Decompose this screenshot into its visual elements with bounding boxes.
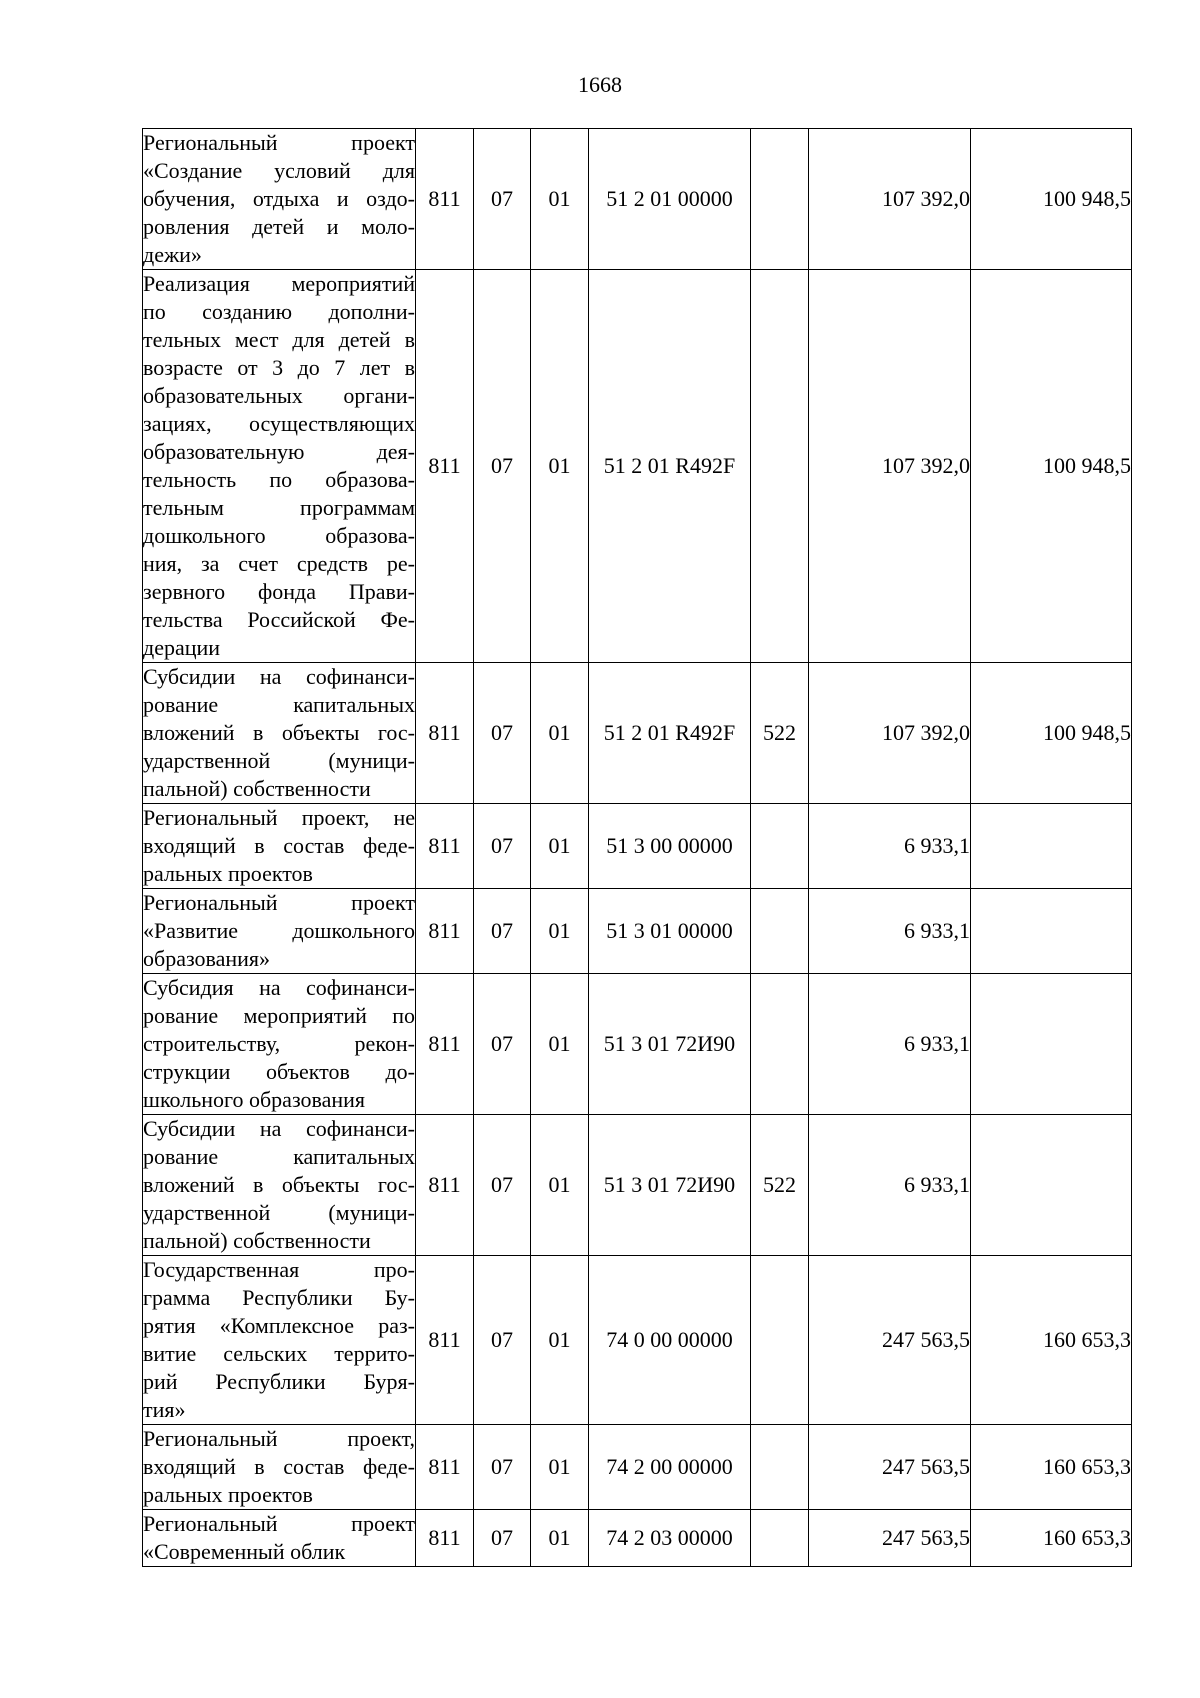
description-line: рий Республики Буря-	[143, 1369, 415, 1394]
description-line: тельность по образова-	[143, 467, 415, 492]
target-article-cell: 74 0 00 00000	[589, 1256, 751, 1425]
amount-year-1-cell: 247 563,5	[809, 1425, 971, 1510]
expense-type-cell	[751, 974, 809, 1115]
description-line: Реализация мероприятий	[143, 271, 415, 296]
description-line: рование мероприятий по	[143, 1003, 415, 1028]
ministry-code-cell: 811	[416, 1510, 474, 1567]
amount-year-2-cell: 160 653,3	[971, 1510, 1132, 1567]
description-line: образования»	[143, 946, 271, 971]
description-cell	[143, 889, 416, 974]
description-line: вложений в объекты гос-	[143, 1172, 415, 1197]
ministry-code-cell: 811	[416, 1256, 474, 1425]
description-line: входящий в состав феде-	[143, 833, 415, 858]
target-article-cell: 51 3 01 00000	[589, 889, 751, 974]
description-line: возрасте от 3 до 7 лет в	[143, 355, 415, 380]
table-row	[143, 1256, 1132, 1425]
amount-year-2-cell	[971, 889, 1132, 974]
section-code-cell: 07	[474, 1256, 531, 1425]
table-row	[143, 663, 1132, 804]
ministry-code-cell: 811	[416, 1425, 474, 1510]
subsection-code-cell: 01	[531, 1425, 589, 1510]
amount-year-2-cell	[971, 974, 1132, 1115]
description-cell	[143, 1425, 416, 1510]
amount-year-1-cell: 6 933,1	[809, 889, 971, 974]
description-line: Региональный проект	[143, 890, 415, 915]
description-line: дерации	[143, 635, 221, 660]
amount-year-1-cell: 6 933,1	[809, 974, 971, 1115]
table-row	[143, 1115, 1132, 1256]
description-cell	[143, 1510, 416, 1567]
target-article-cell: 51 3 00 00000	[589, 804, 751, 889]
amount-year-2-cell	[971, 804, 1132, 889]
description-line: струкции объектов до-	[143, 1059, 415, 1084]
expense-type-cell	[751, 1256, 809, 1425]
description-line: рятия «Комплексное раз-	[143, 1313, 415, 1338]
ministry-code-cell: 811	[416, 974, 474, 1115]
expense-type-cell	[751, 1510, 809, 1567]
target-article-cell: 51 2 01 R492F	[589, 663, 751, 804]
ministry-code-cell: 811	[416, 889, 474, 974]
section-code-cell: 07	[474, 129, 531, 270]
target-article-cell: 51 3 01 72И90	[589, 1115, 751, 1256]
description-line: тия»	[143, 1397, 186, 1422]
description-line: тельным программам	[143, 495, 415, 520]
description-cell	[143, 974, 416, 1115]
description-line: ральных проектов	[143, 861, 313, 886]
amount-year-2-cell: 100 948,5	[971, 129, 1132, 270]
section-code-cell: 07	[474, 804, 531, 889]
target-article-cell: 51 2 01 00000	[589, 129, 751, 270]
amount-year-2-cell: 100 948,5	[971, 270, 1132, 663]
amount-year-2-cell	[971, 1115, 1132, 1256]
description-line: рование капитальных	[143, 1144, 415, 1169]
section-code-cell: 07	[474, 974, 531, 1115]
table-row	[143, 1425, 1132, 1510]
section-code-cell: 07	[474, 1425, 531, 1510]
subsection-code-cell: 01	[531, 663, 589, 804]
budget-table	[142, 128, 1132, 1567]
expense-type-cell	[751, 270, 809, 663]
subsection-code-cell: 01	[531, 1256, 589, 1425]
expense-type-cell	[751, 129, 809, 270]
ministry-code-cell: 811	[416, 804, 474, 889]
description-line: ния, за счет средств ре-	[143, 551, 415, 576]
table-row	[143, 270, 1132, 663]
expense-type-cell: 522	[751, 663, 809, 804]
target-article-cell: 51 3 01 72И90	[589, 974, 751, 1115]
page-number: 1668	[578, 72, 622, 97]
subsection-code-cell: 01	[531, 974, 589, 1115]
expense-type-cell	[751, 804, 809, 889]
description-line: входящий в состав феде-	[143, 1454, 415, 1479]
description-line: зациях, осуществляющих	[143, 411, 415, 436]
description-line: вложений в объекты гос-	[143, 720, 415, 745]
expense-type-cell	[751, 1425, 809, 1510]
description-line: грамма Республики Бу-	[143, 1285, 415, 1310]
amount-year-1-cell: 247 563,5	[809, 1256, 971, 1425]
description-line: витие сельских террито-	[143, 1341, 415, 1366]
target-article-cell: 74 2 03 00000	[589, 1510, 751, 1567]
ministry-code-cell: 811	[416, 663, 474, 804]
description-line: образовательную дея-	[143, 439, 415, 464]
table-row	[143, 1510, 1132, 1567]
description-line: рование капитальных	[143, 692, 415, 717]
amount-year-2-cell: 160 653,3	[971, 1425, 1132, 1510]
subsection-code-cell: 01	[531, 270, 589, 663]
description-line: Субсидия на софинанси-	[143, 975, 415, 1000]
description-line: Региональный проект,	[143, 1426, 415, 1451]
expense-type-cell	[751, 889, 809, 974]
amount-year-1-cell: 107 392,0	[809, 663, 971, 804]
description-line: пальной) собственности	[143, 776, 371, 801]
ministry-code-cell: 811	[416, 129, 474, 270]
amount-year-1-cell: 107 392,0	[809, 270, 971, 663]
description-line: «Создание условий для	[143, 158, 415, 183]
description-line: ударственной (муници-	[143, 748, 415, 773]
description-line: дошкольного образова-	[143, 523, 415, 548]
amount-year-1-cell: 6 933,1	[809, 1115, 971, 1256]
description-cell	[143, 270, 416, 663]
description-cell	[143, 663, 416, 804]
description-line: Субсидии на софинанси-	[143, 664, 415, 689]
description-line: Региональный проект	[143, 130, 415, 155]
description-line: школьного образования	[143, 1087, 366, 1112]
subsection-code-cell: 01	[531, 129, 589, 270]
table-row	[143, 129, 1132, 270]
table-row	[143, 804, 1132, 889]
subsection-code-cell: 01	[531, 1115, 589, 1256]
subsection-code-cell: 01	[531, 804, 589, 889]
description-line: Региональный проект	[143, 1511, 415, 1536]
description-cell	[143, 1256, 416, 1425]
budget-table-body	[143, 129, 1132, 1567]
table-row	[143, 974, 1132, 1115]
expense-type-cell: 522	[751, 1115, 809, 1256]
ministry-code-cell: 811	[416, 270, 474, 663]
description-cell	[143, 129, 416, 270]
description-line: зервного фонда Прави-	[143, 579, 415, 604]
section-code-cell: 07	[474, 270, 531, 663]
description-line: ральных проектов	[143, 1482, 313, 1507]
description-line: ударственной (муници-	[143, 1200, 415, 1225]
amount-year-2-cell: 160 653,3	[971, 1256, 1132, 1425]
description-line: пальной) собственности	[143, 1228, 371, 1253]
description-line: образовательных органи-	[143, 383, 415, 408]
subsection-code-cell: 01	[531, 889, 589, 974]
table-row	[143, 889, 1132, 974]
description-cell	[143, 804, 416, 889]
description-line: дежи»	[143, 242, 202, 267]
description-line: тельства Российской Фе-	[143, 607, 415, 632]
description-cell	[143, 1115, 416, 1256]
description-line: Государственная про-	[143, 1257, 415, 1282]
description-line: обучения, отдыха и оздо-	[143, 186, 415, 211]
description-line: Субсидии на софинанси-	[143, 1116, 415, 1141]
description-line: ровления детей и моло-	[143, 214, 415, 239]
section-code-cell: 07	[474, 889, 531, 974]
description-line: строительству, рекон-	[143, 1031, 415, 1056]
target-article-cell: 51 2 01 R492F	[589, 270, 751, 663]
description-line: «Развитие дошкольного	[143, 918, 415, 943]
section-code-cell: 07	[474, 1510, 531, 1567]
description-line: тельных мест для детей в	[143, 327, 415, 352]
section-code-cell: 07	[474, 663, 531, 804]
amount-year-2-cell: 100 948,5	[971, 663, 1132, 804]
description-line: Региональный проект, не	[143, 805, 415, 830]
description-line: «Современный облик	[143, 1539, 346, 1564]
amount-year-1-cell: 247 563,5	[809, 1510, 971, 1567]
amount-year-1-cell: 6 933,1	[809, 804, 971, 889]
subsection-code-cell: 01	[531, 1510, 589, 1567]
target-article-cell: 74 2 00 00000	[589, 1425, 751, 1510]
ministry-code-cell: 811	[416, 1115, 474, 1256]
section-code-cell: 07	[474, 1115, 531, 1256]
amount-year-1-cell: 107 392,0	[809, 129, 971, 270]
description-line: по созданию дополни-	[143, 299, 415, 324]
